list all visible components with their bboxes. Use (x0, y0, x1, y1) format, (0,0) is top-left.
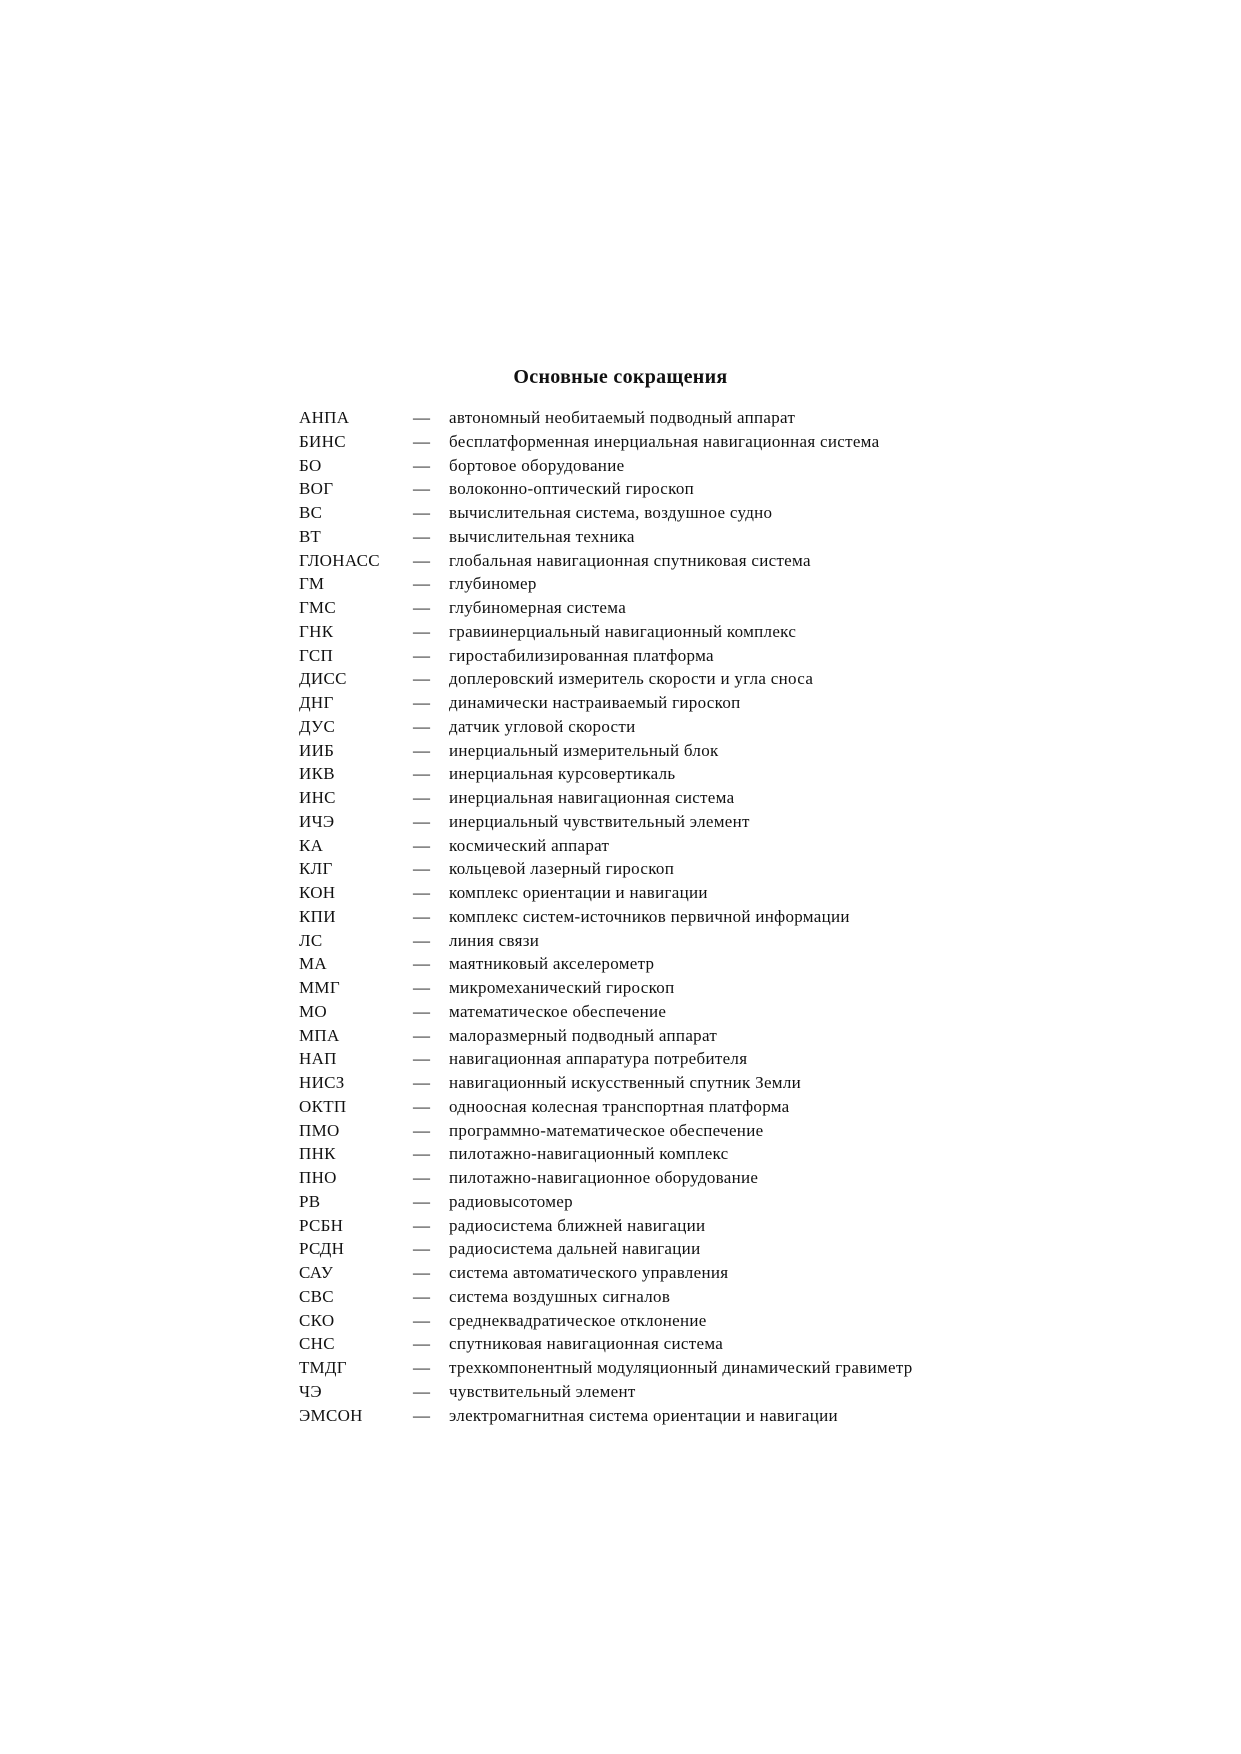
abbreviation-definition: навигационный искусственный спутник Земли (449, 1073, 802, 1092)
em-dash-separator: — (413, 598, 431, 617)
abbreviation-term: ДУС (299, 716, 336, 736)
abbreviation-entry (299, 905, 1059, 929)
abbreviation-definition: математическое обеспечение (449, 1001, 667, 1021)
abbreviation-definition: пилотажно-навигационное оборудование (449, 1168, 759, 1187)
abbreviation-term: МА (299, 954, 327, 974)
abbreviation-entry (299, 834, 1059, 858)
abbreviation-term: НИСЗ (299, 1073, 345, 1092)
abbreviation-definition: трехкомпонентный модуляционный динамический гравиметр (449, 1358, 913, 1377)
em-dash-separator: — (413, 1025, 431, 1045)
abbreviation-term: ГНК (299, 621, 334, 641)
abbreviation-definition: одноосная колесная транспортная платформа (449, 1096, 790, 1116)
em-dash-separator: — (413, 1191, 431, 1211)
abbreviation-entry (299, 1214, 1059, 1238)
abbreviation-definition: волоконно-оптический гироскоп (449, 479, 695, 499)
abbreviation-definition: электромагнитная система ориентации и навигации (449, 1405, 838, 1425)
abbreviation-term: ЧЭ (299, 1381, 322, 1401)
abbreviation-term: ГМС (299, 598, 336, 617)
abbreviation-entry (299, 525, 1059, 549)
abbreviation-definition: программно-математическое обеспечение (449, 1120, 764, 1140)
abbreviation-entry (299, 1404, 1059, 1428)
abbreviation-term: ГЛОНАСС (299, 550, 380, 570)
abbreviation-definition: навигационная аппаратура потребителя (449, 1049, 748, 1069)
abbreviation-list (299, 406, 1059, 1427)
abbreviation-term: ЭМСОН (299, 1405, 363, 1425)
em-dash-separator: — (413, 1215, 431, 1235)
em-dash-separator: — (413, 693, 431, 712)
abbreviation-entry (299, 1237, 1059, 1261)
abbreviation-term: НАП (299, 1049, 337, 1069)
abbreviation-definition: глубиномер (449, 574, 537, 594)
abbreviation-entry (299, 1380, 1059, 1404)
em-dash-separator: — (413, 431, 431, 451)
abbreviation-entry (299, 596, 1059, 620)
abbreviation-entry (299, 762, 1059, 786)
abbreviation-term: ГСП (299, 645, 334, 665)
abbreviation-entry (299, 976, 1059, 1000)
abbreviation-definition: спутниковая навигационная система (449, 1334, 724, 1354)
abbreviation-term: РСБН (299, 1215, 344, 1235)
em-dash-separator: — (413, 1001, 431, 1021)
abbreviation-entry (299, 454, 1059, 478)
em-dash-separator: — (413, 1096, 431, 1116)
abbreviation-term: ГМ (299, 574, 325, 594)
abbreviation-entry (299, 620, 1059, 644)
abbreviation-term: ВС (299, 503, 323, 522)
abbreviation-term: ВТ (299, 526, 322, 546)
em-dash-separator: — (413, 764, 431, 784)
abbreviation-entry (299, 810, 1059, 834)
abbreviation-term: ЛС (299, 930, 323, 950)
abbreviation-term: ТМДГ (299, 1358, 347, 1377)
abbreviation-term: ПМО (299, 1120, 340, 1140)
abbreviation-definition: чувствительный элемент (449, 1381, 636, 1401)
abbreviation-entry (299, 477, 1059, 501)
abbreviation-definition: микромеханический гироскоп (449, 978, 675, 997)
abbreviation-entry (299, 549, 1059, 573)
em-dash-separator: — (413, 574, 431, 594)
em-dash-separator: — (413, 1263, 431, 1282)
abbreviation-term: САУ (299, 1263, 334, 1282)
abbreviation-term: ДНГ (299, 693, 334, 712)
abbreviation-entry (299, 1261, 1059, 1285)
abbreviation-entry (299, 929, 1059, 953)
abbreviation-entry (299, 857, 1059, 881)
abbreviation-term: СНС (299, 1334, 335, 1354)
abbreviation-definition: вычислительная техника (449, 526, 635, 546)
abbreviation-entry (299, 786, 1059, 810)
abbreviation-definition: глобальная навигационная спутниковая система (449, 550, 811, 570)
abbreviation-definition: доплеровский измеритель скорости и угла сноса (449, 669, 814, 689)
abbreviation-term: ДИСС (299, 669, 347, 689)
abbreviation-definition: инерциальный измерительный блок (449, 740, 719, 760)
abbreviation-term: БО (299, 455, 322, 475)
abbreviation-entry (299, 1071, 1059, 1095)
em-dash-separator: — (413, 1334, 431, 1354)
abbreviation-definition: линия связи (449, 930, 540, 950)
abbreviation-definition: система воздушных сигналов (449, 1286, 671, 1306)
em-dash-separator: — (413, 978, 431, 997)
abbreviation-definition: бортовое оборудование (449, 455, 625, 475)
em-dash-separator: — (413, 621, 431, 641)
abbreviation-entry (299, 739, 1059, 763)
abbreviation-definition: кольцевой лазерный гироскоп (449, 859, 675, 879)
abbreviation-definition: маятниковый акселерометр (449, 954, 655, 974)
abbreviation-definition: пилотажно-навигационный комплекс (449, 1144, 729, 1164)
abbreviation-definition: инерциальная навигационная система (449, 788, 735, 807)
abbreviation-definition: инерциальная курсовертикаль (449, 764, 676, 784)
em-dash-separator: — (413, 479, 431, 499)
abbreviation-definition: радиосистема ближней навигации (449, 1215, 706, 1235)
em-dash-separator: — (413, 1073, 431, 1092)
em-dash-separator: — (413, 740, 431, 760)
abbreviation-definition: малоразмерный подводный аппарат (449, 1025, 718, 1045)
abbreviation-entry (299, 1047, 1059, 1071)
abbreviation-definition: инерциальный чувствительный элемент (449, 811, 750, 831)
abbreviation-definition: гравиинерциальный навигационный комплекс (449, 621, 797, 641)
abbreviation-term: КОН (299, 883, 336, 902)
abbreviation-term: АНПА (299, 408, 350, 427)
em-dash-separator: — (413, 954, 431, 974)
abbreviation-term: ПНК (299, 1144, 336, 1164)
abbreviation-entry (299, 1332, 1059, 1356)
abbreviation-definition: радиосистема дальней навигации (449, 1239, 701, 1259)
abbreviation-term: РВ (299, 1191, 321, 1211)
abbreviation-definition: гиростабилизированная платформа (449, 645, 714, 665)
abbreviation-term: МПА (299, 1025, 340, 1045)
abbreviation-term: РСДН (299, 1239, 345, 1259)
abbreviation-definition: бесплатформенная инерциальная навигационная система (449, 431, 880, 451)
abbreviation-definition: радиовысотомер (449, 1191, 573, 1211)
abbreviation-term: ПНО (299, 1168, 337, 1187)
em-dash-separator: — (413, 408, 431, 427)
abbreviation-term: ВОГ (299, 479, 334, 499)
abbreviation-entry (299, 1142, 1059, 1166)
em-dash-separator: — (413, 455, 431, 475)
abbreviation-entry (299, 501, 1059, 525)
abbreviation-term: КА (299, 835, 324, 855)
em-dash-separator: — (413, 1239, 431, 1259)
abbreviation-definition: среднеквадратическое отклонение (449, 1310, 707, 1330)
abbreviation-definition: вычислительная система, воздушное судно (449, 503, 773, 522)
abbreviation-entry (299, 715, 1059, 739)
abbreviation-entry (299, 1000, 1059, 1024)
em-dash-separator: — (413, 883, 431, 902)
em-dash-separator: — (413, 906, 431, 926)
abbreviation-entry (299, 1095, 1059, 1119)
abbreviation-term: КПИ (299, 906, 336, 926)
abbreviation-entry (299, 1190, 1059, 1214)
abbreviation-term: ИИБ (299, 740, 335, 760)
abbreviation-term: ММГ (299, 978, 340, 997)
abbreviation-definition: глубиномерная система (449, 598, 627, 617)
abbreviation-entry (299, 1309, 1059, 1333)
abbreviation-definition: комплекс систем-источников первичной информации (449, 906, 850, 926)
abbreviation-definition: система автоматического управления (449, 1263, 729, 1282)
abbreviation-entry (299, 1285, 1059, 1309)
em-dash-separator: — (413, 1405, 431, 1425)
em-dash-separator: — (413, 930, 431, 950)
abbreviation-entry (299, 1119, 1059, 1143)
em-dash-separator: — (413, 1310, 431, 1330)
abbreviation-entry (299, 1356, 1059, 1380)
abbreviation-entry (299, 952, 1059, 976)
abbreviation-entry (299, 881, 1059, 905)
em-dash-separator: — (413, 1144, 431, 1164)
abbreviation-definition: датчик угловой скорости (449, 716, 636, 736)
em-dash-separator: — (413, 526, 431, 546)
em-dash-separator: — (413, 788, 431, 807)
abbreviation-entry (299, 406, 1059, 430)
em-dash-separator: — (413, 811, 431, 831)
em-dash-separator: — (413, 1168, 431, 1187)
abbreviation-entry (299, 1166, 1059, 1190)
abbreviation-entry (299, 691, 1059, 715)
em-dash-separator: — (413, 645, 431, 665)
abbreviation-term: ИНС (299, 788, 336, 807)
abbreviation-term: БИНС (299, 431, 346, 451)
abbreviation-term: ИКВ (299, 764, 335, 784)
abbreviation-definition: автономный необитаемый подводный аппарат (449, 408, 796, 427)
em-dash-separator: — (413, 1358, 431, 1377)
abbreviation-entry (299, 430, 1059, 454)
em-dash-separator: — (413, 1049, 431, 1069)
em-dash-separator: — (413, 716, 431, 736)
abbreviation-term: ОКТП (299, 1096, 347, 1116)
em-dash-separator: — (413, 1120, 431, 1140)
em-dash-separator: — (413, 1286, 431, 1306)
abbreviation-term: МО (299, 1001, 327, 1021)
em-dash-separator: — (413, 503, 431, 522)
abbreviation-definition: комплекс ориентации и навигации (449, 883, 708, 902)
abbreviation-term: ИЧЭ (299, 811, 335, 831)
em-dash-separator: — (413, 1381, 431, 1401)
em-dash-separator: — (413, 835, 431, 855)
abbreviation-term: СКО (299, 1310, 335, 1330)
page-title: Основные сокращения (513, 366, 728, 388)
abbreviation-entry (299, 1024, 1059, 1048)
abbreviation-definition: динамически настраиваемый гироскоп (449, 693, 741, 712)
em-dash-separator: — (413, 669, 431, 689)
abbreviation-entry (299, 644, 1059, 668)
em-dash-separator: — (413, 550, 431, 570)
abbreviation-definition: космический аппарат (449, 835, 610, 855)
abbreviation-entry (299, 667, 1059, 691)
em-dash-separator: — (413, 859, 431, 879)
abbreviation-term: СВС (299, 1286, 334, 1306)
abbreviation-term: КЛГ (299, 859, 333, 879)
abbreviation-entry (299, 572, 1059, 596)
